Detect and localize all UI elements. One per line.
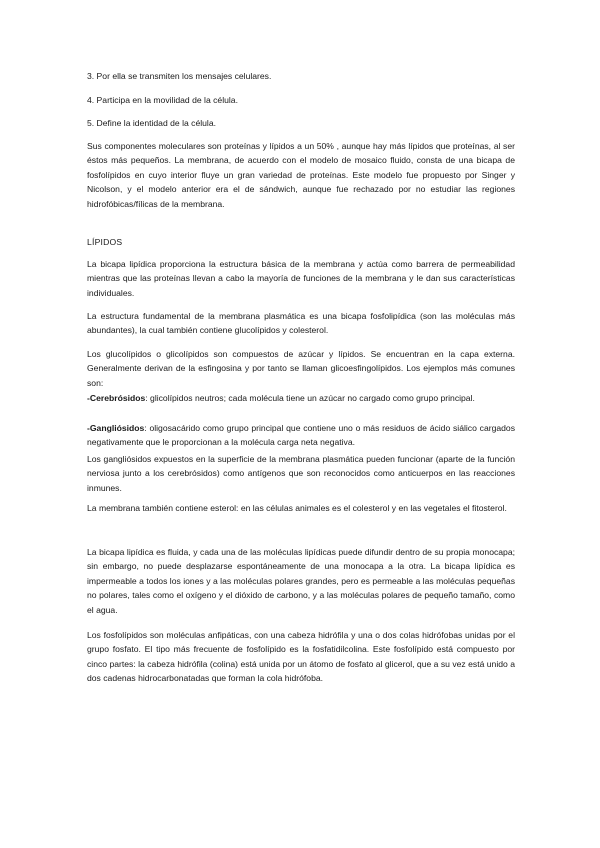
item-cerebrosidos xyxy=(87,391,515,405)
list-item-5: 5. Define la identidad de la célula. xyxy=(87,118,216,128)
paragraph-estructura: La estructura fundamental de la membrana plasmática es una bicapa fosfolipídica (son las moléculas más abundantes), la cual también contiene glucolípidos y colesterol. xyxy=(87,311,515,336)
paragraph-bicapa: La bicapa lipídica proporciona la estructura básica de la membrana y actúa como barrera de permeabilidad mientras que las proteínas llevan a cabo la mayoría de funciones de la membrana y le dan sus características individuales. xyxy=(87,259,515,298)
text-gangliosidos: : oligosacárido como grupo principal que contiene uno o más residuos de ácido siálico cargados negativamente que le proporcionan a la molécula carga neta negativa. xyxy=(87,423,515,448)
text-cerebrosidos: : glicolípidos neutros; cada molécula tiene un azúcar no cargado como grupo principal. xyxy=(145,393,475,403)
term-cerebrosidos: -Cerebrósidos xyxy=(87,393,146,403)
paragraph-esterol: La membrana también contiene esterol: en las células animales es el colesterol y en las vegetales el fitosterol. xyxy=(87,503,507,513)
paragraph-glucolipidos: Los glucolípidos o glicolípidos son compuestos de azúcar y lípidos. Se encuentran en la capa externa. Generalmente derivan de la esfingosina y por tanto se llaman glicoesfingolípidos. Los ejemplos más comunes son: xyxy=(87,349,515,388)
section-heading-lipidos: LÍPIDOS xyxy=(87,237,123,247)
paragraph-fosfolipidos: Los fosfolípidos son moléculas anfipáticas, con una cabeza hidrófila y una o dos colas hidrófobas unidas por el grupo fosfato. El tipo más frecuente de fosfolípido es la fosfatidilcolina. Este fosfolípido está compuesto por cinco partes: la cabeza hidrófila (colina) está unida por un átomo de fosfato al glicerol, que a su vez está unido a dos cadenas hidrocarbonatadas que forman la cola hidrófoba. xyxy=(87,630,515,684)
paragraph-gangliosidos: Los gangliósidos expuestos en la superficie de la membrana plasmática pueden funcionar (aparte de la función nerviosa junto a los cerebrósidos) como antígenos que son reconocidos como anticuerpos en las reacciones inmunes. xyxy=(87,454,515,493)
item-gangliosidos xyxy=(87,421,515,450)
paragraph-fluida: La bicapa lipídica es fluida, y cada una de las moléculas lipídicas puede difundir dentro de su propia monocapa; sin embargo, no puede desplazarse espontáneamente de una monocapa a la otra. La bicapa lipídica es impermeable a todos los iones y a las moléculas polares grandes, pero es permeable a las moléculas pequeñas no polares, tales como el oxígeno y el dióxido de carbono, y a las moléculas polares de pequeño tamaño, como el agua. xyxy=(87,547,515,615)
list-item-4: 4. Participa en la movilidad de la célula. xyxy=(87,95,238,105)
list-item-3: 3. Por ella se transmiten los mensajes celulares. xyxy=(87,71,272,81)
intro-paragraph: Sus componentes moleculares son proteínas y lípidos a un 50% , aunque hay más lípidos que proteínas, al ser éstos más pequeños. La membrana, de acuerdo con el modelo de mosaico fluido, consta de una bicapa de fosfolípidos en cuyo interior fluye un gran variedad de proteínas. Este modelo fue propuesto por Singer y Nicolson, y el modelo anterior era el de sándwich, aunque fue rechazado por no estudiar las regiones hidrofóbicas/fílicas de la membrana. xyxy=(87,141,515,209)
term-gangliosidos: -Gangliósidos xyxy=(87,423,145,433)
